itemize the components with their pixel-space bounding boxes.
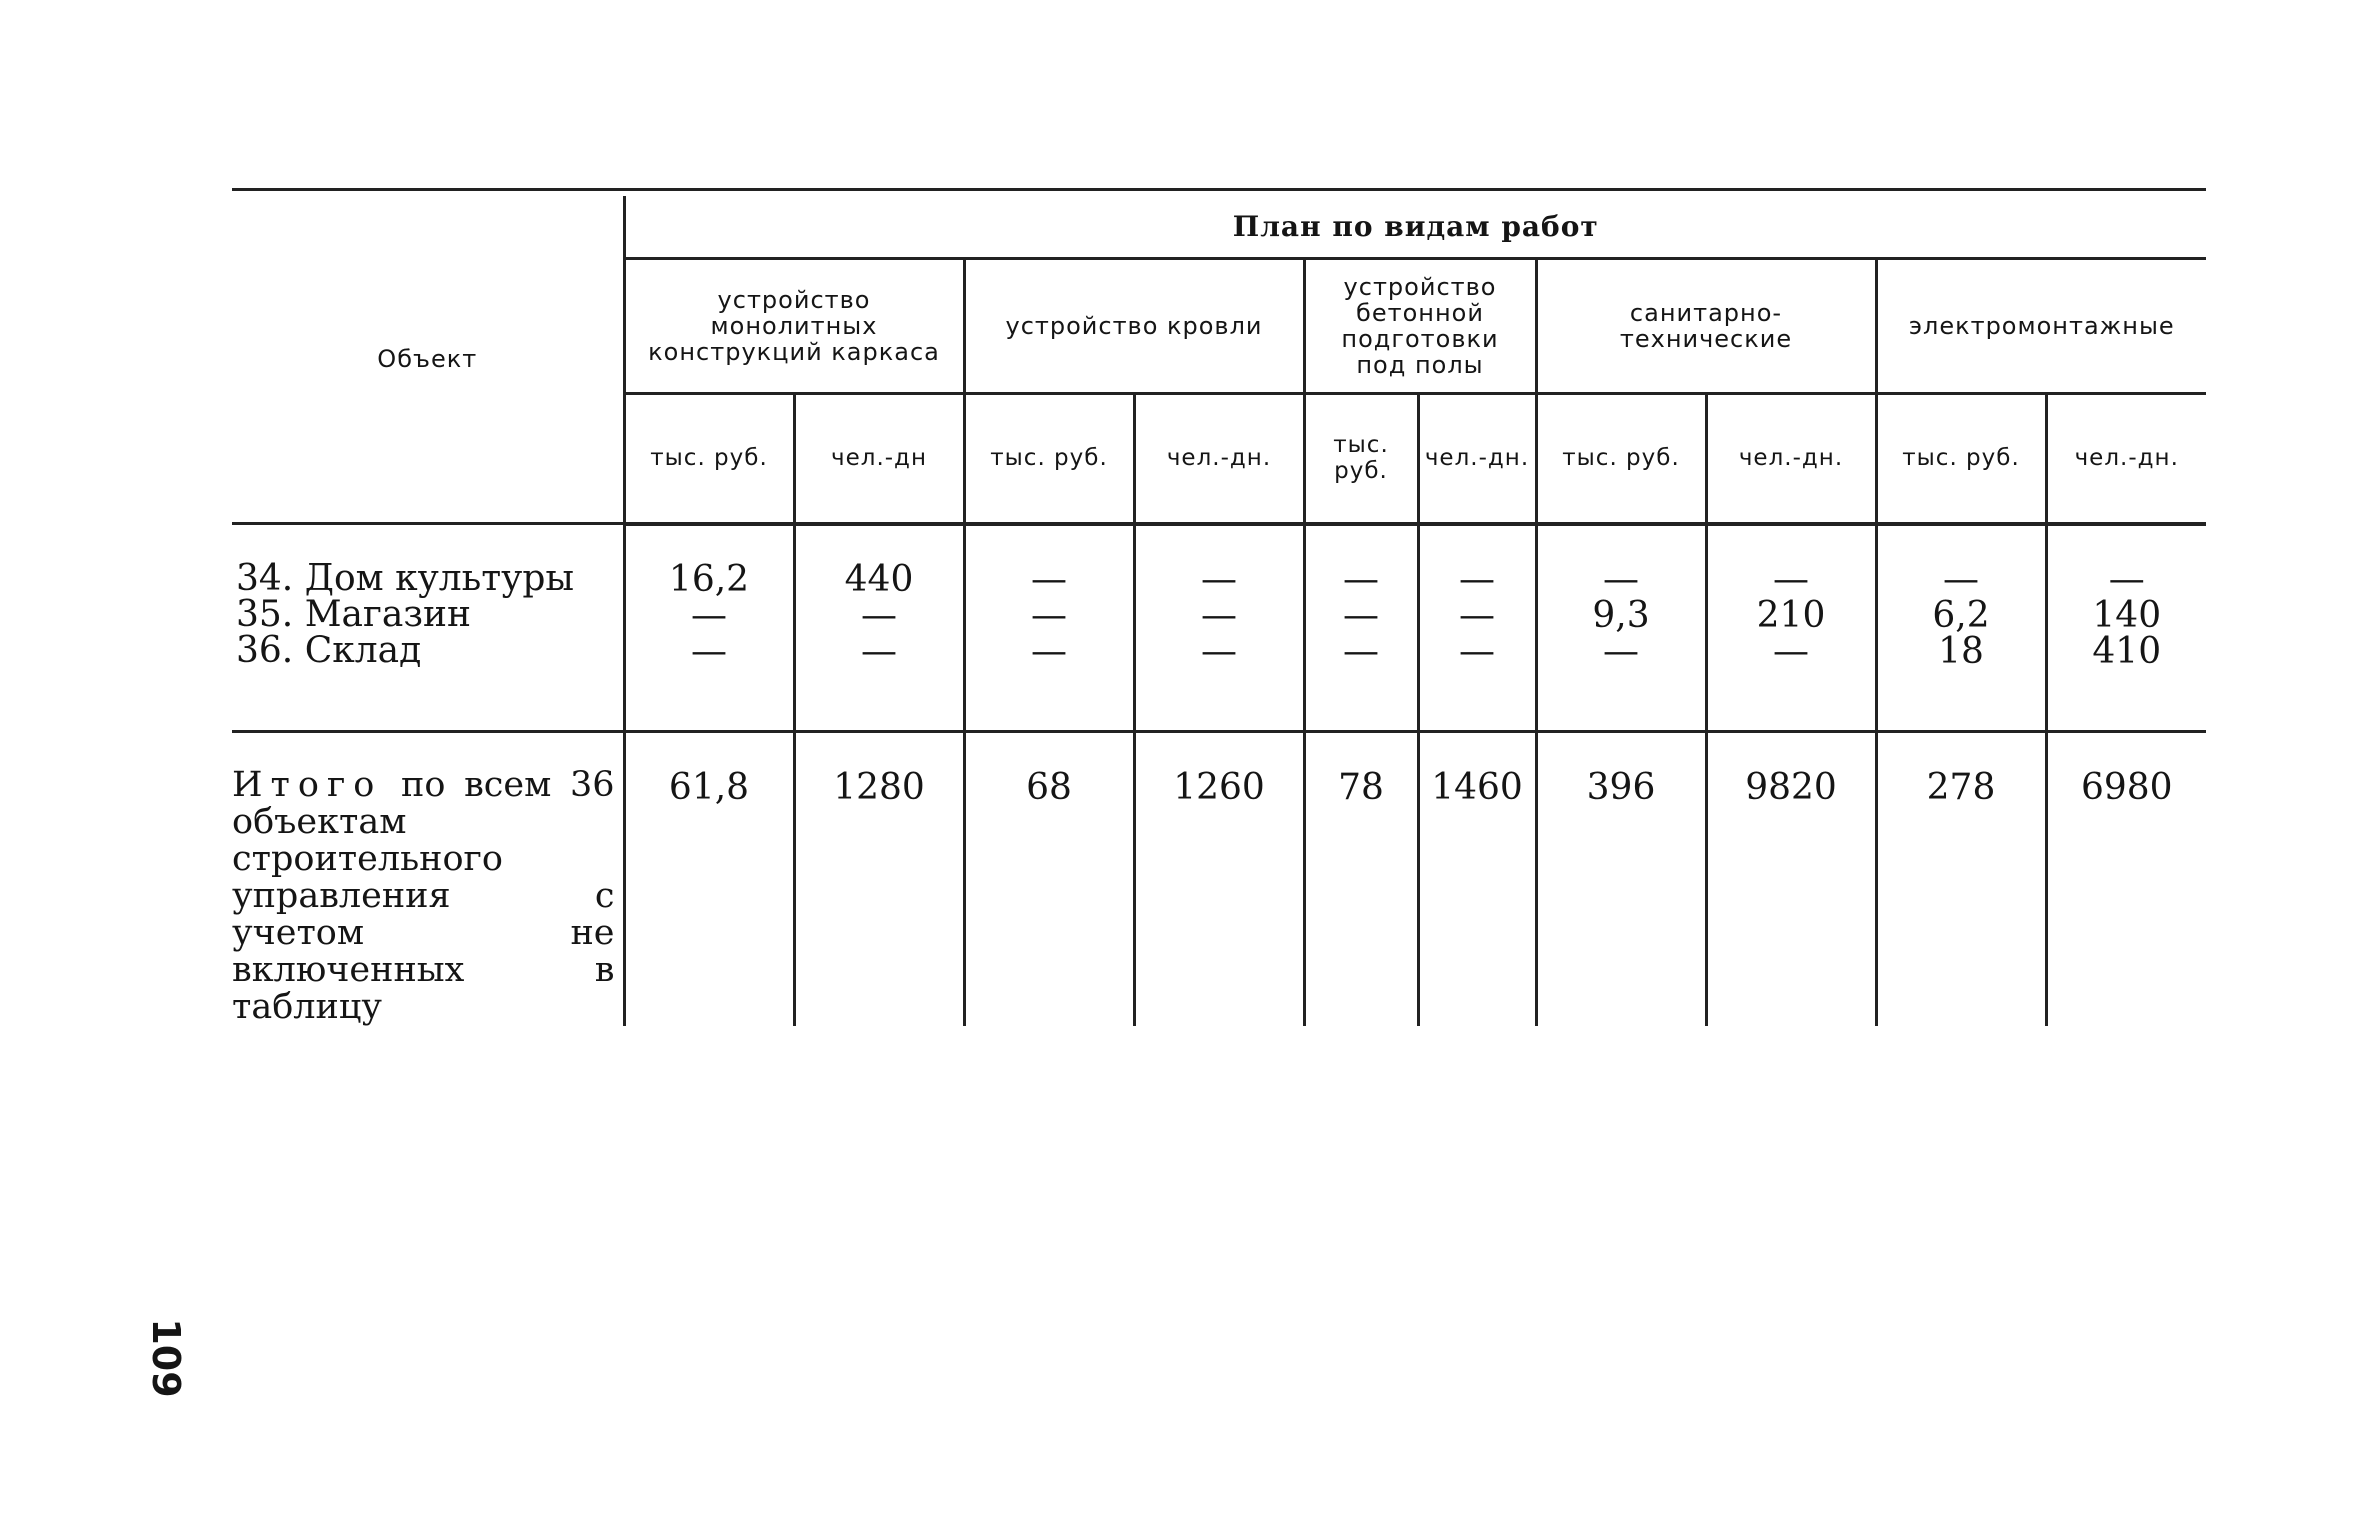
value-column-cell — [1134, 524, 1304, 732]
header-unit: чел.-дн. — [1418, 393, 1536, 523]
value-column-cell — [964, 524, 1134, 732]
table-cell-value: 140 — [2092, 594, 2162, 636]
table-cell-value: — — [1943, 558, 1979, 600]
table-cell-value: — — [1343, 594, 1379, 636]
value-column-cell — [2046, 524, 2206, 732]
table-cell-value: — — [1459, 558, 1495, 600]
header-group-roofing: устройство кровли — [964, 259, 1304, 394]
total-value: 61,8 — [624, 731, 794, 1026]
header-unit: тыс. руб. — [624, 393, 794, 523]
header-unit: тыс. руб. — [1876, 393, 2046, 523]
header-unit: тыс. руб. — [964, 393, 1134, 523]
table-cell-value: — — [1201, 630, 1237, 672]
table-cell-value: 210 — [1756, 594, 1826, 636]
table-cell-value: — — [691, 594, 727, 636]
value-column-cell — [624, 524, 794, 732]
total-value: 278 — [1876, 731, 2046, 1026]
page-number: 109 — [144, 1318, 188, 1398]
table-cell-value: — — [1031, 630, 1067, 672]
table-cell-value: — — [1343, 630, 1379, 672]
table-cell-value: — — [1773, 558, 1809, 600]
table-cell-value: — — [861, 630, 897, 672]
header-plan: План по видам работ — [624, 196, 2206, 259]
table-cell-value: — — [1459, 630, 1495, 672]
object-names-cell — [232, 524, 624, 732]
table-cell-value: — — [861, 594, 897, 636]
object-name: 36. Склад — [236, 630, 422, 671]
total-value: 78 — [1304, 731, 1418, 1026]
table-cell-value: 440 — [844, 558, 914, 600]
table-cell-value: 18 — [1938, 630, 1984, 672]
value-column-cell — [1706, 524, 1876, 732]
total-value: 6980 — [2080, 766, 2173, 808]
object-name: 34. Дом культуры — [236, 558, 575, 599]
value-column-cell — [1304, 524, 1418, 732]
table-cell-value: — — [2108, 558, 2145, 600]
total-value: 396 — [1536, 731, 1706, 1026]
table-cell-value: 410 — [2092, 630, 2162, 672]
table-cell-value: — — [1603, 630, 1639, 672]
header-unit: чел.-дн — [794, 393, 964, 523]
total-value: 1460 — [1418, 731, 1536, 1026]
header-unit: чел.-дн. — [2046, 393, 2206, 523]
table-cell-value: — — [1773, 630, 1809, 672]
table-cell-value: 6,2 — [1932, 594, 1990, 636]
top-rule — [232, 188, 2206, 191]
table-cell-value: — — [691, 630, 727, 672]
value-column-cell — [794, 524, 964, 732]
plan-table — [232, 196, 2206, 1026]
value-column-cell — [1418, 524, 1536, 732]
total-label-spaced: Итого — [232, 764, 383, 805]
table-cell-value: — — [1459, 594, 1495, 636]
header-group-electrical: электромонтажные — [1876, 259, 2206, 394]
header-unit: чел.-дн. — [1706, 393, 1876, 523]
table-cell-value: — — [1603, 558, 1639, 600]
total-label-rest: по всем 36 объектам строительного управления с учетом не включенных в таблицу — [232, 764, 615, 1027]
table-cell-value: — — [1201, 594, 1237, 636]
total-value: 68 — [964, 731, 1134, 1026]
table-cell-value: — — [1201, 558, 1237, 600]
table-cell-value: — — [1031, 594, 1067, 636]
object-name: 35. Магазин — [236, 594, 471, 635]
table-cell-value: 9,3 — [1592, 594, 1650, 636]
header-unit: чел.-дн. — [1134, 393, 1304, 523]
table-cell-value: — — [1343, 558, 1379, 600]
total-value: 1280 — [794, 731, 964, 1026]
total-value: 9820 — [1706, 731, 1876, 1026]
total-value: 1260 — [1134, 731, 1304, 1026]
total-label — [232, 731, 624, 1026]
header-unit: тыс. руб. — [1536, 393, 1706, 523]
table-cell-value: 16,2 — [668, 558, 750, 600]
header-unit: тыс. руб. — [1304, 393, 1418, 523]
table-cell-value: — — [1031, 558, 1067, 600]
header-group-monolithic: устройство монолитных конструкций каркаса — [624, 259, 964, 394]
header-group-plumbing: санитарно-технические — [1536, 259, 1876, 394]
value-column-cell — [1876, 524, 2046, 732]
header-group-concrete-prep: устройство бетонной подготовки под полы — [1304, 259, 1536, 394]
header-object: Объект — [232, 196, 624, 524]
value-column-cell — [1536, 524, 1706, 732]
